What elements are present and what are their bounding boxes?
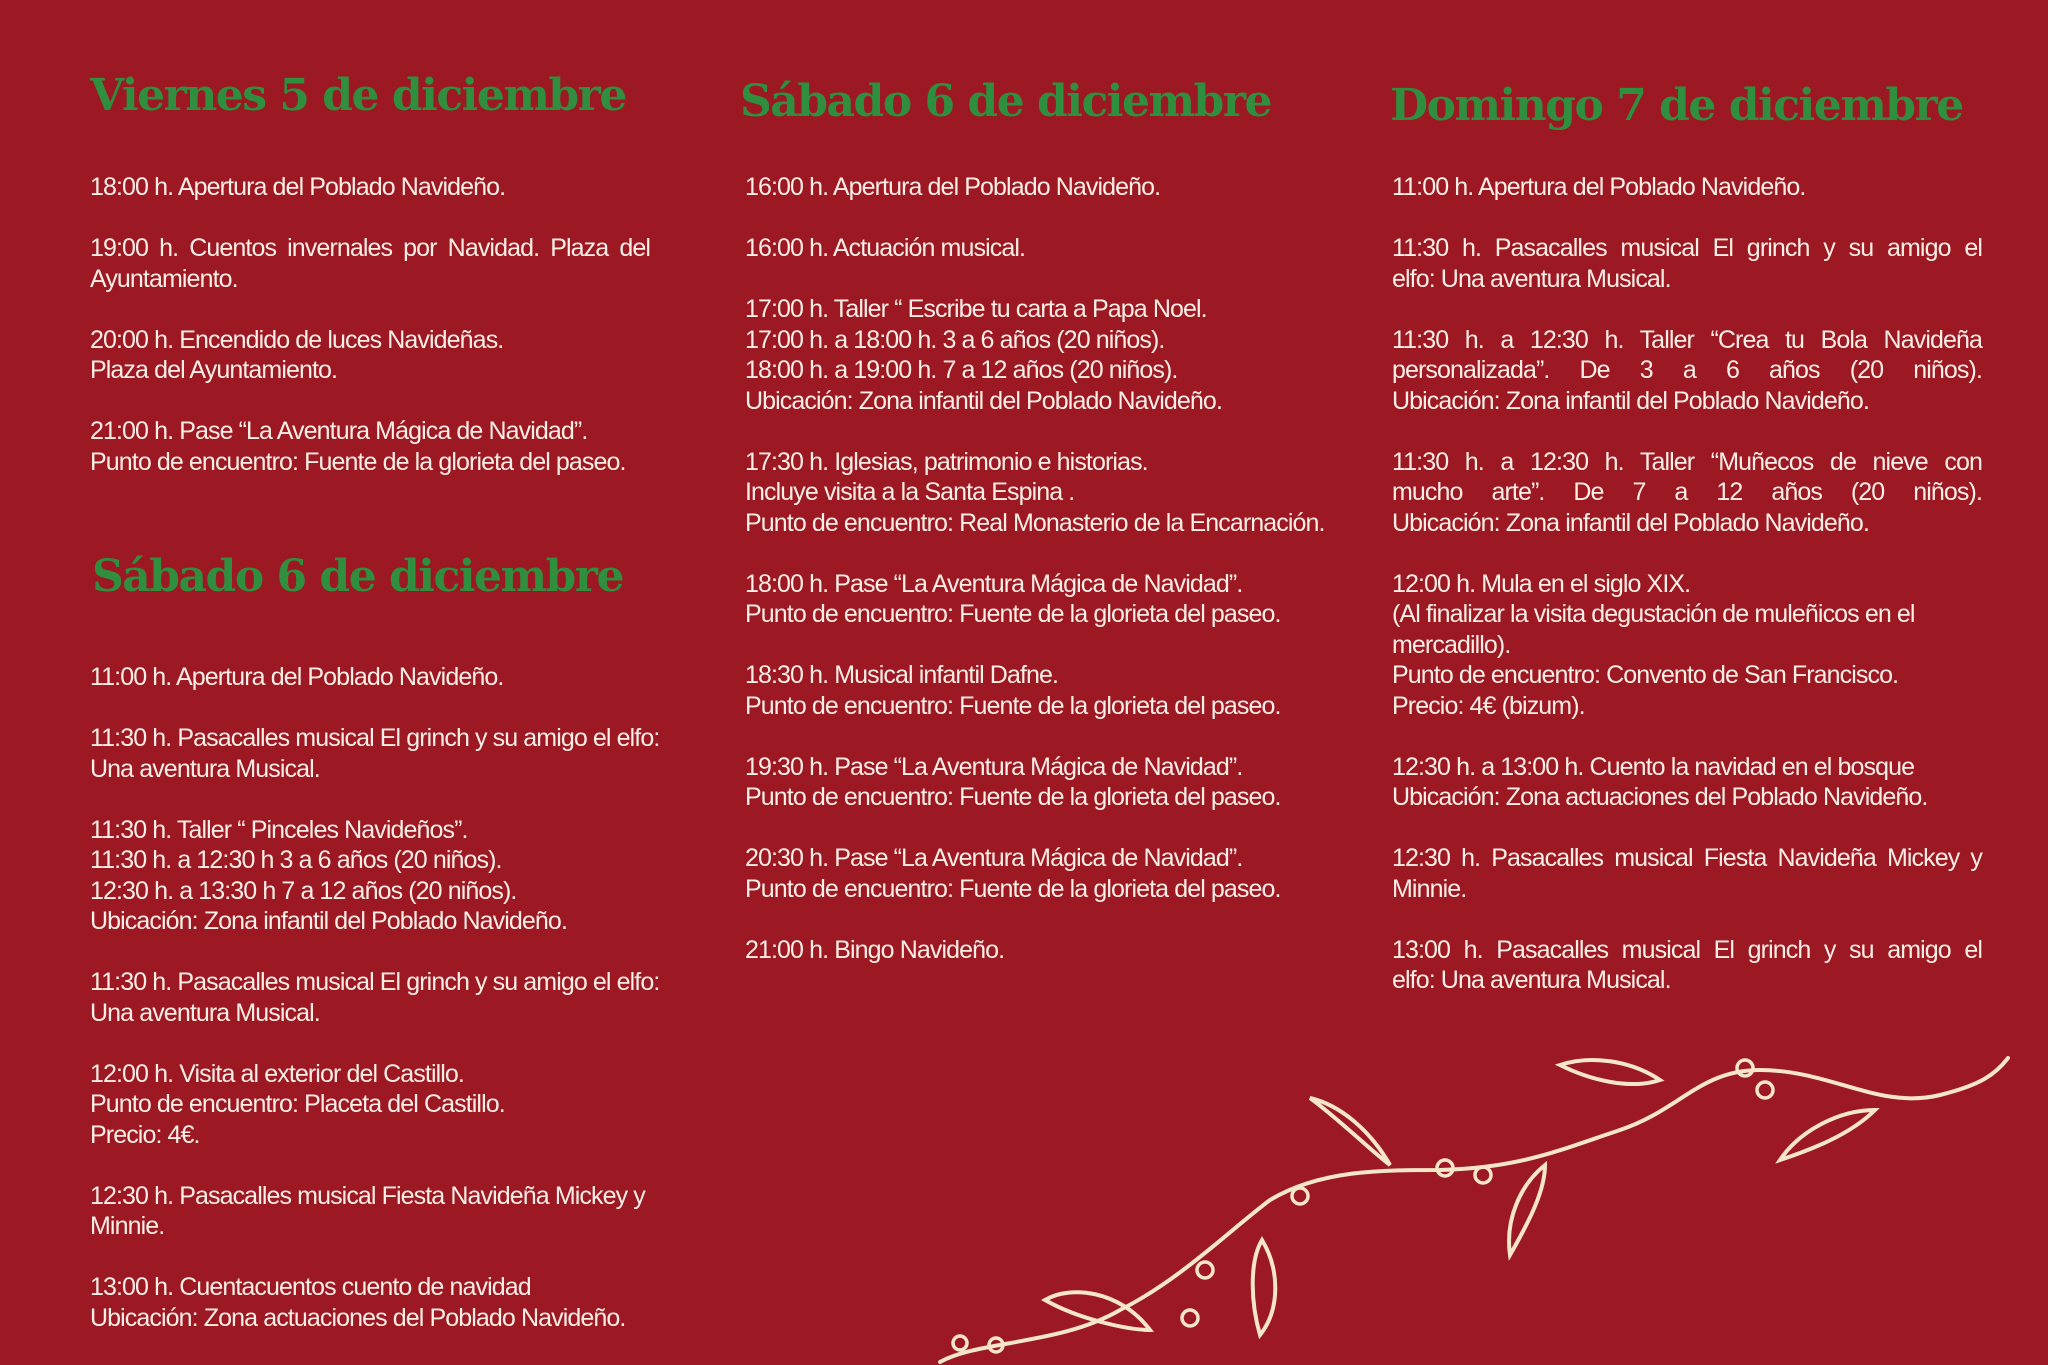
schedule-item-line: 12:30 h. a 13:30 h 7 a 12 años (20 niños). <box>90 876 517 905</box>
schedule-item-line: Punto de encuentro: Fuente de la glorieta del paseo. <box>745 691 1281 720</box>
schedule-item-line: mucho arte”. De 7 a 12 años (20 niños). <box>1392 478 1982 506</box>
schedule-item-line: 21:00 h. Pase “La Aventura Mágica de Navidad”. <box>90 417 588 445</box>
schedule-item-line: 20:30 h. Pase “La Aventura Mágica de Navidad”. <box>745 844 1243 872</box>
schedule-item-line: Ubicación: Zona actuaciones del Poblado Navideño. <box>90 1303 626 1332</box>
schedule-item-line: Punto de encuentro: Fuente de la glorieta del paseo. <box>745 874 1281 903</box>
schedule-item-line: 13:00 h. Cuentacuentos cuento de navidad <box>90 1273 531 1301</box>
schedule-item-line: Punto de encuentro: Fuente de la glorieta del paseo. <box>745 600 1281 628</box>
heading-sabado-6-afternoon: Sábado 6 de diciembre <box>740 76 1271 127</box>
schedule-item-line: 13:00 h. Pasacalles musical El grinch y su amigo el <box>1392 935 1982 964</box>
schedule-item-line: 21:00 h. Bingo Navideño. <box>745 935 1005 964</box>
schedule-item-line: 11:30 h. a 12:30 h 3 a 6 años (20 niños). <box>90 846 502 874</box>
schedule-item-line: 16:00 h. Actuación musical. <box>745 234 1026 262</box>
schedule-item-line: Una aventura Musical. <box>90 998 320 1027</box>
schedule-item-line: 11:00 h. Apertura del Poblado Navideño. <box>90 663 504 691</box>
schedule-item-line: Plaza del Ayuntamiento. <box>90 356 338 384</box>
schedule-item-line: 17:00 h. Taller “ Escribe tu carta a Papa Noel. <box>745 295 1207 323</box>
schedule-item-line: Punto de encuentro: Fuente de la glorieta del paseo. <box>745 783 1281 811</box>
schedule-item-line: 12:30 h. Pasacalles musical Fiesta Navideña Mickey y <box>1392 844 1982 872</box>
schedule-item-line: Precio: 4€ (bizum). <box>1392 691 1585 720</box>
leaf-3 <box>1310 1098 1390 1165</box>
schedule-item-line: 16:00 h. Apertura del Poblado Navideño. <box>745 173 1161 201</box>
schedule-item-line: 12:30 h. a 13:00 h. Cuento la navidad en el bosque <box>1392 752 1915 781</box>
schedule-item-line: 18:30 h. Musical infantil Dafne. <box>745 661 1059 689</box>
schedule-item-line: Ubicación: Zona infantil del Poblado Navideño. <box>1392 386 1869 415</box>
schedule-item-line: 19:30 h. Pase “La Aventura Mágica de Navidad”. <box>745 752 1243 781</box>
schedule-item-line: personalizada”. De 3 a 6 años (20 niños). <box>1392 356 1982 384</box>
berries <box>953 1060 1773 1352</box>
schedule-item-line: 18:00 h. Apertura del Poblado Navideño. <box>90 173 506 201</box>
schedule-item-line: 11:30 h. Taller “ Pinceles Navideños”. <box>90 815 468 844</box>
schedule-item-line: Precio: 4€. <box>90 1120 200 1149</box>
schedule-item-line: Incluye visita a la Santa Espina . <box>745 478 1075 506</box>
schedule-item-line: 11:30 h. Pasacalles musical El grinch y su amigo el elfo: <box>90 724 660 752</box>
schedule-item-line: 18:00 h. Pase “La Aventura Mágica de Navidad”. <box>745 569 1243 598</box>
schedule-item-line: Ubicación: Zona actuaciones del Poblado Navideño. <box>1392 783 1928 811</box>
heading-domingo-7: Domingo 7 de diciembre <box>1390 80 1963 131</box>
schedule-item-line: 11:30 h. Pasacalles musical El grinch y su amigo el <box>1392 234 1982 262</box>
schedule-item-line: Punto de encuentro: Placeta del Castillo. <box>90 1090 505 1118</box>
schedule-item-line: Punto de encuentro: Fuente de la glorieta del paseo. <box>90 447 626 476</box>
schedule-item-line: 19:00 h. Cuentos invernales por Navidad. Plaza del <box>90 234 650 262</box>
schedule-item-line: 11:30 h. a 12:30 h. Taller “Crea tu Bola Navideña <box>1392 325 1982 354</box>
leaf-2 <box>1253 1240 1276 1335</box>
schedule-item-line: Punto de encuentro: Real Monasterio de la Encarnación. <box>745 508 1325 537</box>
schedule-item-line: Minnie. <box>90 1212 165 1240</box>
schedule-item-line: 17:30 h. Iglesias, patrimonio e historias. <box>745 447 1148 476</box>
schedule-item-line: 12:30 h. Pasacalles musical Fiesta Navideña Mickey y <box>90 1181 645 1210</box>
schedule-item-line: 18:00 h. a 19:00 h. 7 a 12 años (20 niños). <box>745 356 1178 384</box>
schedule-item-line: elfo: Una aventura Musical. <box>1392 264 1671 293</box>
leaf-1 <box>1045 1292 1150 1330</box>
schedule-item-line: Minnie. <box>1392 874 1467 903</box>
heading-viernes-5: Viernes 5 de diciembre <box>90 70 626 121</box>
schedule-item-line: mercadillo). <box>1392 630 1511 659</box>
schedule-item-line: Punto de encuentro: Convento de San Francisco. <box>1392 661 1899 689</box>
leaf-5 <box>1560 1060 1660 1084</box>
schedule-item-line: 17:00 h. a 18:00 h. 3 a 6 años (20 niños). <box>745 325 1165 354</box>
schedule-item-line: Ubicación: Zona infantil del Poblado Navideño. <box>1392 508 1869 537</box>
leaf-4 <box>1509 1165 1545 1255</box>
vine-stem <box>940 1058 2008 1362</box>
schedule-item-line: 11:00 h. Apertura del Poblado Navideño. <box>1392 173 1806 201</box>
heading-sabado-6-morning: Sábado 6 de diciembre <box>92 551 623 602</box>
schedule-item-line: elfo: Una aventura Musical. <box>1392 966 1671 994</box>
schedule-item-line: Ayuntamiento. <box>90 264 238 293</box>
schedule-item-line: (Al finalizar la visita degustación de muleñicos en el <box>1392 600 1915 628</box>
schedule-item-line: 11:30 h. Pasacalles musical El grinch y su amigo el elfo: <box>90 968 660 996</box>
schedule-item-line: 11:30 h. a 12:30 h. Taller “Muñecos de nieve con <box>1392 447 1982 476</box>
schedule-item-line: Ubicación: Zona infantil del Poblado Navideño. <box>90 907 567 935</box>
schedule-item-line: 12:00 h. Mula en el siglo XIX. <box>1392 569 1691 598</box>
schedule-item-line: Una aventura Musical. <box>90 754 320 783</box>
leaf-6 <box>1780 1110 1875 1160</box>
schedule-item-line: 20:00 h. Encendido de luces Navideñas. <box>90 325 504 354</box>
schedule-item-line: Ubicación: Zona infantil del Poblado Navideño. <box>745 386 1222 415</box>
schedule-item-line: 12:00 h. Visita al exterior del Castillo. <box>90 1059 464 1088</box>
